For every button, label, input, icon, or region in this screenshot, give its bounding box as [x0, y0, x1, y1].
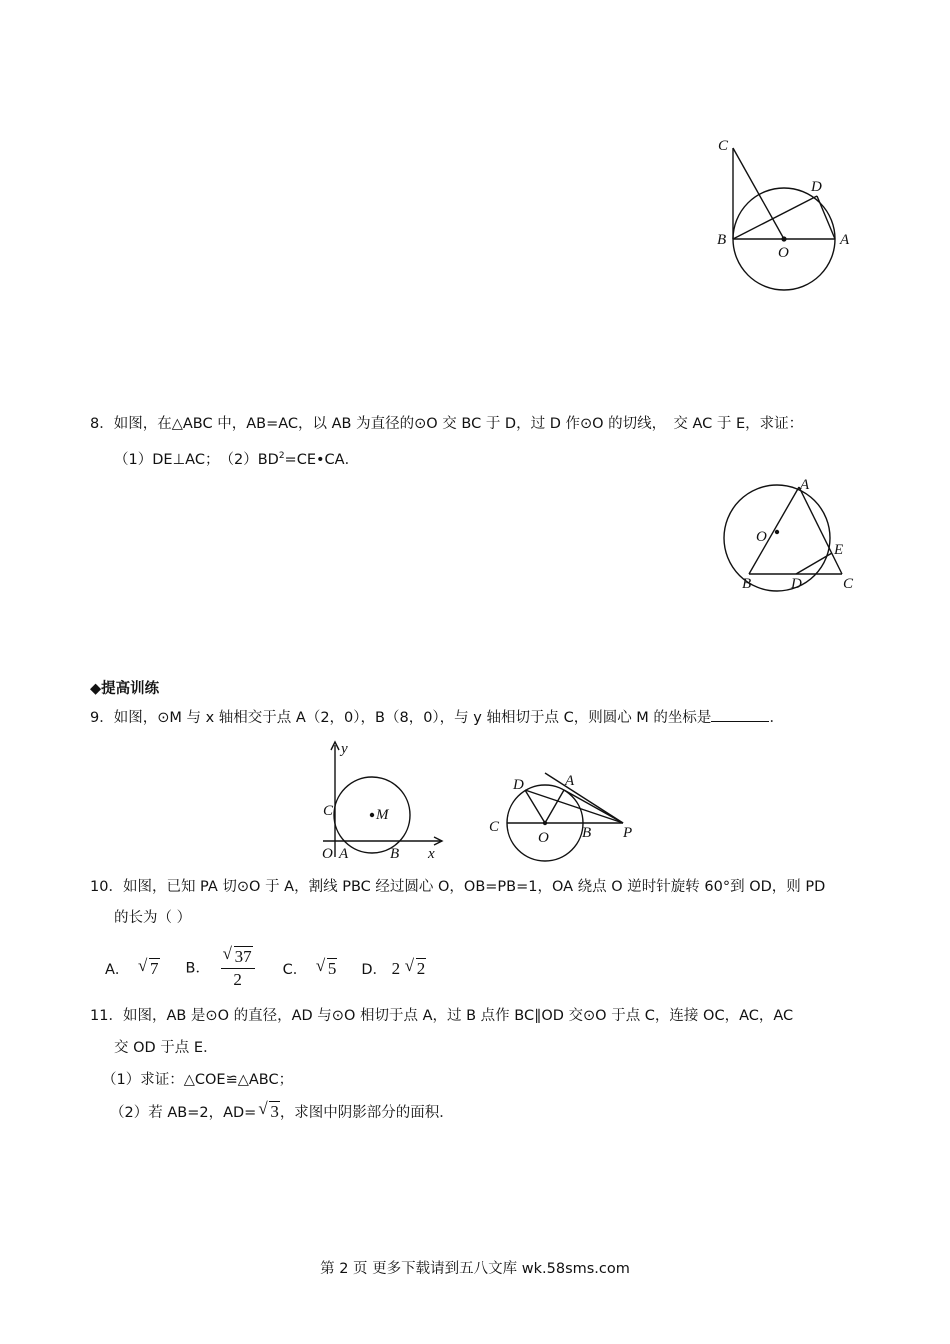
- label-A: A: [800, 477, 810, 493]
- label-E: E: [834, 542, 844, 558]
- label-B: B: [717, 232, 727, 248]
- label-B: B: [582, 825, 592, 841]
- label-M: M: [376, 807, 389, 823]
- label-A: A: [339, 846, 349, 862]
- label-C: C: [489, 819, 500, 835]
- label-D: D: [513, 777, 524, 793]
- q10-line2: 的长为（ ）: [114, 910, 192, 926]
- label-P: P: [623, 825, 633, 841]
- label-D: D: [791, 576, 802, 592]
- page-footer: 第 2 页 更多下载请到五八文库 wk.58sms.com: [320, 1261, 630, 1277]
- q8-line2: （1）DE⊥AC； $(2)BD^2=CE•CA$．: [114, 451, 360, 468]
- label-A: A: [840, 232, 850, 248]
- label-B: B: [742, 576, 752, 592]
- q10-line1: 10．如图，已知 PA 切⊙O 于 A，割线 PBC 经过圆心 O，OB=PB=1，OA 绕点 O 逆时针旋转 60°到 OD，则 PD: [90, 879, 826, 895]
- figure-q9-axes: [310, 737, 450, 862]
- label-C: C: [718, 138, 729, 154]
- label-C: C: [843, 576, 854, 592]
- label-D: D: [811, 179, 822, 195]
- label-y: y: [341, 741, 348, 757]
- figure-top-circle: [700, 130, 870, 300]
- label-O: O: [778, 245, 789, 261]
- q10-options: [105, 943, 426, 993]
- q11-part1: （1）求证：△COE≌△ABC；: [102, 1072, 294, 1088]
- section-title: ◆提高训练: [90, 681, 160, 697]
- label-O: O: [322, 846, 333, 862]
- q11-part2: （2）若 AB=2，AD= √ 3，求图中阴影部分的面积．: [110, 1099, 454, 1121]
- q11-line1: 11．如图，AB 是⊙O 的直径，AD 与⊙O 相切于点 A，过 B 点作 BC∥OD 交⊙O 于点 C，连接 OC，AC，AC: [90, 1008, 794, 1024]
- label-O: O: [538, 830, 549, 846]
- label-A: A: [565, 773, 575, 789]
- label-B: B: [390, 846, 400, 862]
- option-a: A． √ 7: [105, 955, 159, 978]
- option-b: B． √ 37 2: [186, 947, 255, 990]
- answer-blank: [711, 707, 769, 722]
- label-x: x: [428, 846, 435, 862]
- label-O: O: [756, 529, 767, 545]
- label-C: C: [323, 803, 334, 819]
- figure-q10: [485, 765, 645, 865]
- q11-line2: 交 OD 于点 E．: [114, 1040, 218, 1056]
- option-d: D． 2 √ 2: [361, 955, 426, 978]
- q9-text: 9．如图，⊙M 与 x 轴相交于点 A（2，0），B（8，0），与 y 轴相切于点 C，则圆心 M 的坐标是 ．: [90, 707, 784, 728]
- q8-line1: 8．如图，在△ABC 中，AB=AC，以 AB 为直径的⊙O 交 BC 于 D，过 D 作⊙O 的切线， 交 AC 于 E，求证：: [90, 416, 804, 432]
- option-c: C． √ 5: [282, 955, 337, 978]
- figure-q8: [715, 470, 870, 595]
